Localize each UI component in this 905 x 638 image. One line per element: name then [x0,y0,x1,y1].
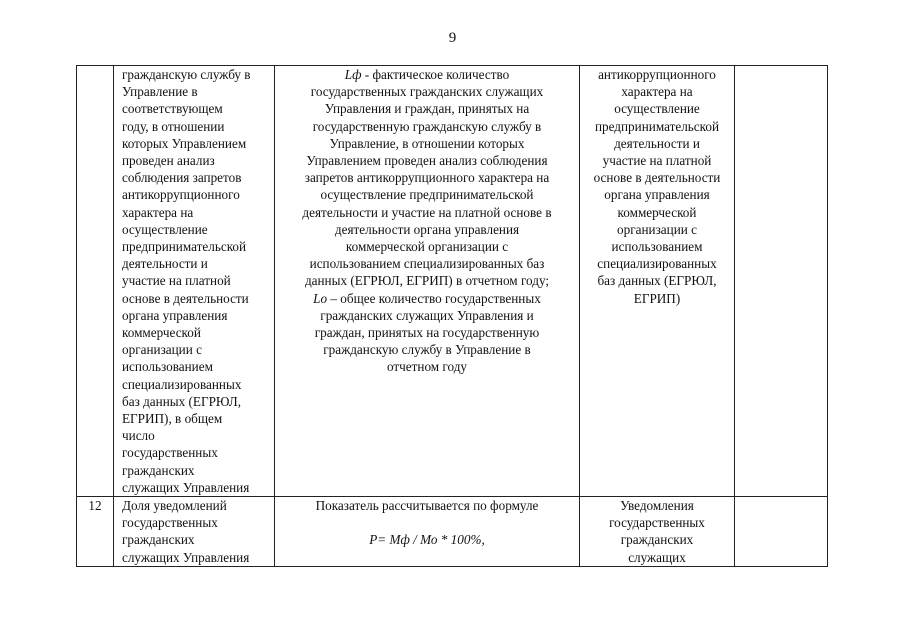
text-line: государственную гражданскую службу в [312,118,542,134]
text-line: Доля уведомлений [122,498,227,514]
text-line: характера на [122,204,194,220]
text-line: Управление в [122,84,198,100]
text-line: основе в деятельности [593,170,721,186]
text-line: предпринимательской [122,239,247,255]
text-line: осуществление [614,101,700,117]
text-line: гражданских [620,532,694,548]
text-line: специализированных [122,376,242,392]
text-line: ЕГРИП), в общем [122,411,223,427]
lf-definition-text: - фактическое количество [361,67,510,82]
text-line: органа управления [122,307,228,323]
text-line: органа управления [604,187,710,203]
lf-symbol: Lф [344,67,362,82]
text-line: деятельности органа управления [334,221,520,237]
text-line: данных (ЕГРЮЛ, ЕГРИП) в отчетном году; [304,273,550,289]
text-line: антикоррупционного [122,187,240,203]
row-number-cell: 12 [77,497,114,567]
text-line: антикоррупционного [598,67,716,82]
text-line: деятельности и [614,135,700,151]
text-line: гражданских [122,532,195,548]
text-line: соответствующем [122,101,223,117]
text-line: гражданскую службу в Управление в [323,342,531,358]
indicator-name-cell [114,497,275,567]
data-source-cell [580,497,735,567]
text-line: граждан, принятых на государственную [314,325,540,341]
text-line: деятельности и участие на платной основе в [302,204,552,220]
text-line: осуществление предпринимательской [320,187,534,203]
text-line: государственных [122,515,218,531]
text-line: гражданских [122,462,195,478]
text-line: коммерческой [122,325,201,341]
text-line: организации с [617,221,697,237]
extra-cell [735,497,828,567]
lf-definition-line [277,66,577,83]
text-line: число [122,428,155,444]
indicator-name-cell [114,66,275,497]
text-line: основе в деятельности [122,290,249,306]
text-line: коммерческой организации с [345,239,509,255]
calculation-method-cell [275,66,580,497]
text-line: использованием специализированных баз [309,256,545,272]
text-line: государственных [609,515,705,531]
text-line: баз данных (ЕГРЮЛ, [597,273,717,289]
text-line: характера на [621,84,693,100]
lo-definition-line [277,290,577,307]
text-line: государственных гражданских служащих [310,84,544,100]
text-line: гражданских служащих Управления и [320,307,534,323]
text-line: Управление, в отношении которых [329,135,525,151]
text-line: отчетном году [386,359,468,375]
text-line: предпринимательской [594,118,720,134]
text-line: запретов антикоррупционного характера на [304,170,550,186]
text-line: специализированных [597,256,717,272]
text-line: баз данных (ЕГРЮЛ, [122,393,242,409]
text-line: участие на платной [122,273,231,289]
text-line: использованием [611,239,703,255]
method-intro: Показатель рассчитывается по формуле [315,498,539,514]
page-number: 9 [448,30,457,46]
text-line: Управления и граждан, принятых на [324,101,530,117]
text-line: которых Управлением [122,135,247,151]
table-row [77,66,828,497]
text-line: гражданскую службу в [122,67,251,82]
text-line: Уведомления [620,498,694,514]
formula: P= Мф / Мо * 100%, [369,532,485,548]
table-row [77,497,828,567]
text-line: деятельности и [122,256,208,272]
text-line: соблюдения запретов [122,170,242,186]
calculation-method-cell [275,497,580,567]
text-line: служащих Управления [122,479,250,495]
text-line: государственных [122,445,218,461]
text-line: ЕГРИП) [633,290,681,306]
text-line: Управлением проведен анализ соблюдения [306,153,548,169]
text-line: году, в отношении [122,118,225,134]
text-line: коммерческой [617,204,697,220]
text-line: проведен анализ [122,153,215,169]
text-line: участие на платной [602,153,712,169]
text-line: организации с [122,342,202,358]
row-number-cell [77,66,114,497]
data-source-cell [580,66,735,497]
indicator-table [76,65,828,567]
lo-symbol: Lo [313,290,328,306]
text-line: служащих Управления [122,549,250,565]
text-line: использованием [122,359,213,375]
lo-definition-text: – общее количество государственных [327,290,541,306]
text-line: осуществление [122,221,208,237]
text-line: служащих [628,549,686,565]
extra-cell [735,66,828,497]
